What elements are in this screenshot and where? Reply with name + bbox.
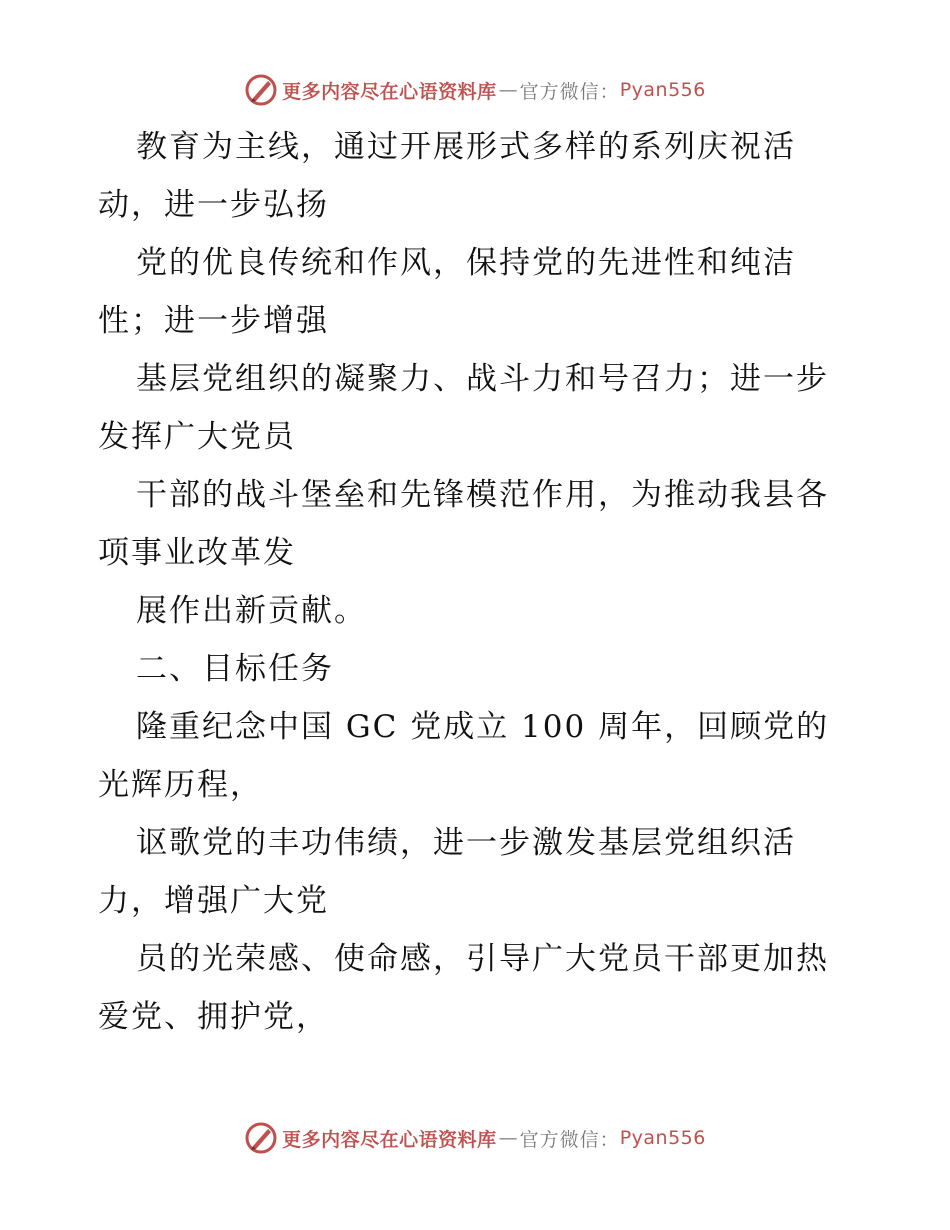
footer-dash: — xyxy=(498,1127,518,1149)
header-brand-text: 更多内容尽在心语资料库 xyxy=(282,80,497,103)
body-line: 干部的战斗堡垒和先锋模范作用，为推动我县各 xyxy=(136,477,829,513)
section-heading: 二、目标任务 xyxy=(136,651,334,687)
pen-logo-icon xyxy=(244,73,278,107)
footer-wechat-account: Pyan556 xyxy=(619,1127,706,1149)
body-line: 讴歌党的丰功伟绩，进一步激发基层党组织活 xyxy=(136,825,796,861)
body-line: 光辉历程， xyxy=(98,767,263,803)
footer-brand-text: 更多内容尽在心语资料库 xyxy=(282,1128,497,1151)
footer-wechat-label: 官方微信： xyxy=(519,1128,620,1151)
document-body xyxy=(98,118,888,1046)
body-line: 基层党组织的凝聚力、战斗力和号召力；进一步 xyxy=(136,361,829,397)
body-line: 力，增强广大党 xyxy=(98,883,329,919)
body-line: 党的优良传统和作风，保持党的先进性和纯洁 xyxy=(136,245,796,281)
body-line: 性；进一步增强 xyxy=(98,303,329,339)
body-line: 动，进一步弘扬 xyxy=(98,187,329,223)
footer-watermark xyxy=(0,1118,950,1158)
body-line: 发挥广大党员 xyxy=(98,419,296,455)
header-dash: — xyxy=(498,79,518,101)
body-line: 员的光荣感、使命感，引导广大党员干部更加热 xyxy=(136,941,829,977)
pen-logo-icon xyxy=(244,1121,278,1155)
body-line: 爱党、拥护党， xyxy=(98,999,329,1035)
header-watermark xyxy=(0,70,950,110)
body-line: 教育为主线，通过开展形式多样的系列庆祝活 xyxy=(136,129,796,165)
header-wechat-label: 官方微信： xyxy=(519,80,620,103)
body-line: 展作出新贡献。 xyxy=(136,593,367,629)
header-wechat-account: Pyan556 xyxy=(619,79,706,101)
body-line: 隆重纪念中国 GC 党成立 100 周年，回顾党的 xyxy=(136,709,830,745)
body-line: 项事业改革发 xyxy=(98,535,296,571)
